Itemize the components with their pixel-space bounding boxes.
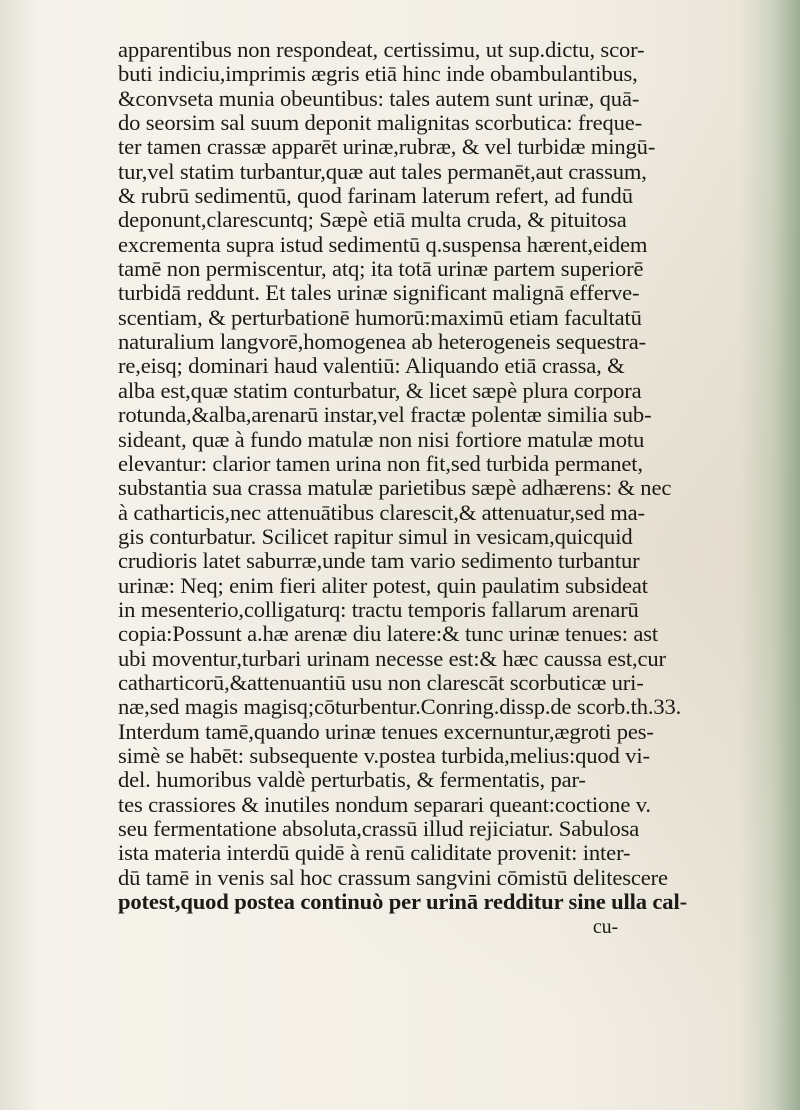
text-line-8: deponunt,clarescuntq; Sæpè etiā multa cruda, & pituitosa [118, 207, 627, 233]
text-line-3: &convseta munia obeuntibus: tales autem sunt urinæ, quā- [118, 85, 640, 111]
catchword: cu- [592, 916, 618, 939]
text-line-22: crudioris latet saburræ,unde tam vario sedimento turbantur [118, 548, 640, 574]
text-line-13: naturalium langvorē,homogenea ab heterogeneis sequestra- [118, 329, 646, 355]
text-line-11: turbidā reddunt. Et tales urinæ significant malignā efferve- [118, 280, 640, 306]
text-line-26: ubi moventur,turbari urinam necesse est:& hæc caussa est,cur [118, 645, 666, 671]
text-line-14: re,eisq; dominari haud valentiū: Aliquando etiā crassa, & [118, 353, 625, 379]
text-line-15: alba est,quæ statim conturbatur, & licet sæpè plura corpora [118, 377, 642, 403]
text-line-20: à catharticis,nec attenuātibus clarescit,& attenuatur,sed ma- [118, 499, 645, 525]
page-binding-shadow [0, 0, 40, 1110]
catchword-line [118, 914, 768, 939]
text-line-34: ista materia interdū quidē à renū caliditate provenit: inter- [118, 840, 631, 866]
text-line-18: elevantur: clarior tamen urina non fit,sed turbida permanet, [118, 450, 643, 476]
text-line-28: næ,sed magis magisq;cōturbentur.Conring.dissp.de scorb.th.33. [118, 694, 682, 720]
text-line-7: & rubrū sedimentū, quod farinam laterum refert, ad fundū [118, 183, 633, 209]
text-line-17: sideant, quæ à fundo matulæ non nisi fortiore matulæ motu [118, 426, 645, 452]
text-line-16: rotunda,&alba,arenarū instar,vel fractæ polentæ similia sub- [118, 402, 652, 428]
text-line-5: ter tamen crassæ apparēt urinæ,rubræ, & vel turbidæ mingū- [118, 134, 656, 160]
text-line-35: dū tamē in venis sal hoc crassum sangvini cōmistū delitescere [118, 864, 668, 890]
text-line-1: apparentibus non respondeat, certissimu, ut sup.dictu, scor- [118, 37, 645, 62]
text-line-36: potest,quod postea continuò per urinā redditur sine ulla cal- [118, 889, 687, 915]
text-line-19: substantia sua crassa matulæ parietibus sæpè adhærens: & nec [118, 475, 672, 501]
text-line-21: gis conturbatur. Scilicet rapitur simul in vesicam,quicquid [118, 523, 633, 549]
text-line-10: tamē non permiscentur, atq; ita totā urinæ partem superiorē [118, 256, 644, 282]
text-line-23: urinæ: Neq; enim fieri aliter potest, quin paulatim subsideat [118, 572, 648, 598]
text-line-12: scentiam, & perturbationē humorū:maximū etiam facultatū [118, 304, 642, 330]
text-line-29: Interdum tamē,quando urinæ tenues excernuntur,ægroti pes- [118, 718, 654, 744]
text-line-2: buti indiciu,imprimis ægris etiā hinc inde obambulantibus, [118, 61, 638, 87]
text-line-6: tur,vel statim turbantur,quæ aut tales permanēt,aut crassum, [118, 158, 647, 184]
text-line-4: do seorsim sal suum deponit malignitas scorbutica: freque- [118, 110, 643, 136]
text-line-33: seu fermentatione absoluta,crassū illud rejiciatur. Sabulosa [118, 816, 640, 841]
text-line-27: catharticorū,&attenuantiū usu non clarescāt scorbuticæ uri- [118, 669, 644, 695]
text-line-32: tes crassiores & inutiles nondum separari queant:coctione v. [118, 791, 651, 817]
text-line-9: excrementa supra istud sedimentū q.suspensa hærent,eidem [118, 231, 648, 257]
text-line-31: del. humoribus valdè perturbatis, & fermentatis, par- [118, 767, 586, 793]
body-text [118, 38, 768, 940]
text-line-30: simè se habēt: subsequente v.postea turbida,melius:quod vi- [118, 742, 650, 768]
text-line-25: copia:Possunt a.hæ arenæ diu latere:& tunc urinæ tenues: ast [118, 621, 659, 647]
text-line-24: in mesenterio,colligaturq: tractu temporis fallarum arenarū [118, 596, 639, 622]
